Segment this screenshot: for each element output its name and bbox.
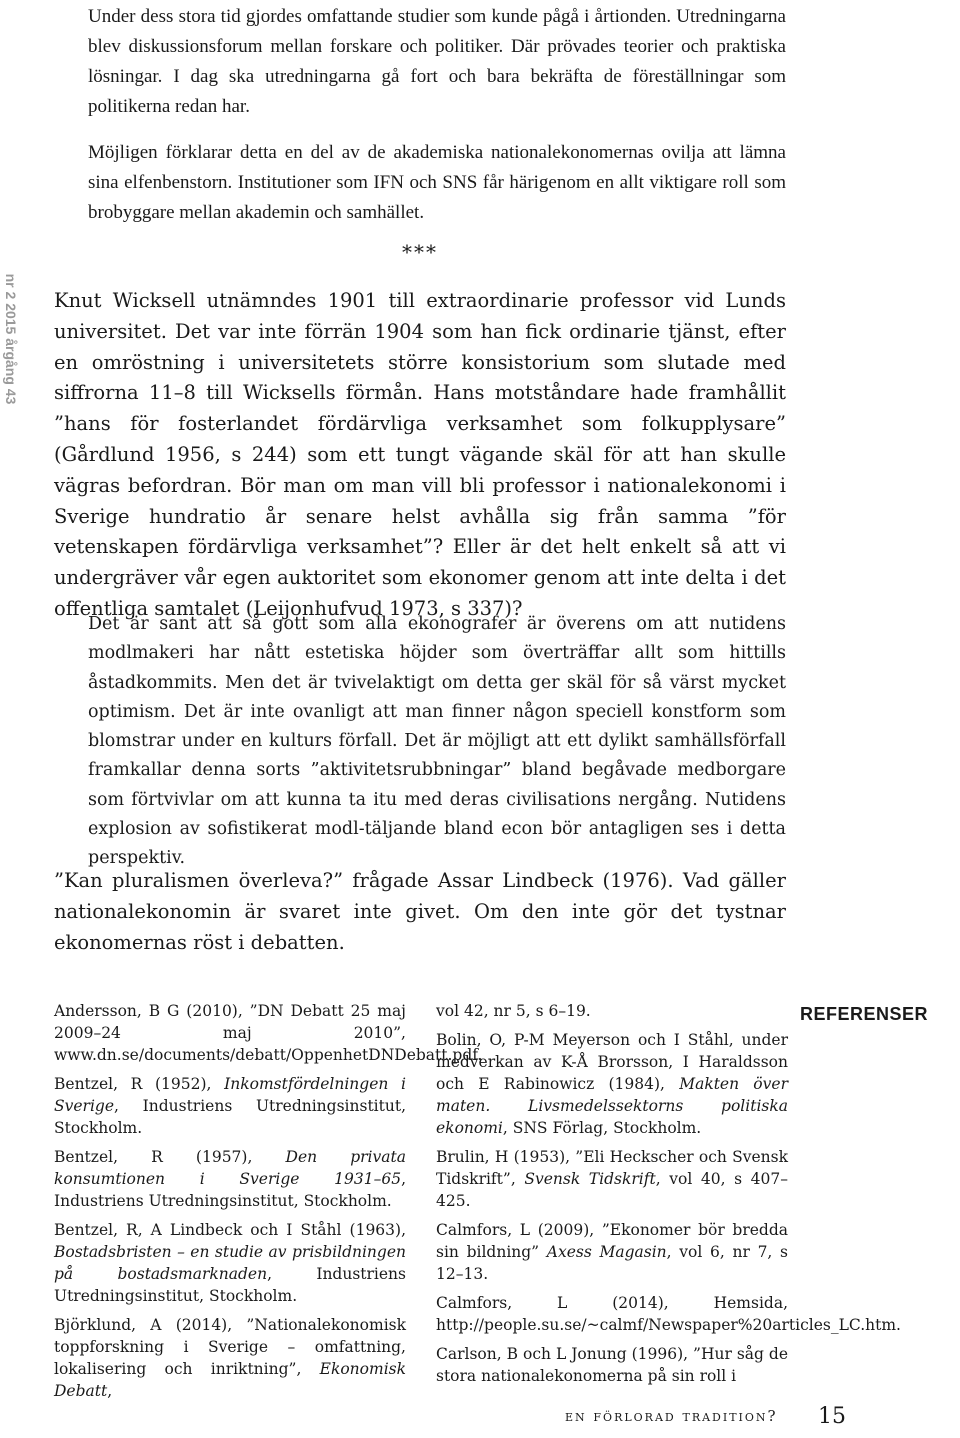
- reference-item: [54, 1219, 406, 1307]
- reference-text: Bolin, O, P-M Meyerson och I Ståhl, under medverkan av K-Å Brorsson, I Haraldsson och E Rabinowicz (1984),: [436, 1031, 788, 1093]
- reference-text: , SNS Förlag, Stockholm.: [502, 1119, 702, 1137]
- reference-text: Andersson, B G (2010), ”DN Debatt 25 maj 2009–24 maj 2010”, www.dn.se/documents/debatt/OppenhetDNDebatt.pdf.: [54, 1002, 483, 1064]
- main-paragraph: Knut Wicksell utnämndes 1901 till extraordinarie professor vid Lunds universitet. Det var inte förrän 1904 som han fick ordinarie tjänst, efter en omröstning i universitetets större konsistorium som slutade med siffrorna 11–8 till Wicksells förmån. Hans motståndare hade framhållit ”hans för fosterlandet fördärvliga verksamhet som folkupplysare” (Gårdlund 1956, s 244) som ett tungt vägande skäl för att han skulle vägras befordran. Bör man om man vill bli professor i nationalekonomi i Sverige hundratio år senare helst avhålla sig från samma ”för vetenskapen fördärvliga verksamhet”? Eller är det helt enkelt så att vi undergräver vår egen auktoritet som ekonomer genom att inte delta i det offentliga samtalet (Leijonhufvud 1973, s 337)?: [54, 289, 786, 620]
- reference-item: [54, 1000, 483, 1066]
- intro-paragraph-2: Möjligen förklarar detta en del av de akademiska nationalekonomernas ovilja att lämna sina elfenbenstorn. Institutioner som IFN och SNS får härigenom en allt viktigare roll som brobyggare mellan akademin och samhället.: [88, 142, 786, 223]
- reference-text: Calmfors, L (2009), ”Ekonomer bör bredda sin bildning”: [436, 1221, 788, 1261]
- reference-item: [436, 1000, 788, 1022]
- reference-text: , Industriens Utredningsinstitut, Stockholm.: [54, 1265, 406, 1305]
- intro-paragraph-1: Under dess stora tid gjordes omfattande studier som kunde pågå i årtionden. Utredningarna blev diskussionsforum mellan forskare och politiker. Där prövades teorier och praktiska lösningar. I dag ska utredningarna gå fort och bara bekräfta de föreställningar som politikerna redan har.: [88, 6, 786, 117]
- reference-text: Carlson, B och L Jonung (1996), ”Hur såg de stora nationalekonomerna på sin roll i: [436, 1345, 788, 1385]
- reference-text: , vol 6, nr 7, s 12–13.: [436, 1243, 788, 1283]
- reference-text: Brulin, H (1953), ”Eli Heckscher och Svensk Tidskrift”,: [436, 1148, 788, 1188]
- reference-title: Axess Magasin: [546, 1243, 667, 1261]
- references-heading: REFERENSER: [800, 1004, 929, 1024]
- section-separator: ***: [402, 240, 438, 264]
- reference-item: [436, 1029, 788, 1139]
- references-left-column: [54, 1000, 483, 1409]
- closing-paragraph: ”Kan pluralismen överleva?” frågade Assar Lindbeck (1976). Vad gäller nationalekonomin är svaret inte givet. Om den inte gör det tystnar ekonomernas röst i debatten.: [54, 869, 786, 954]
- reference-title: Svensk Tidskrift: [524, 1170, 656, 1188]
- intro-section: [88, 2, 786, 228]
- reference-title: Makten över maten. Livsmedelssektorns politiska ekonomi: [436, 1075, 788, 1137]
- quote-paragraph: Det är sant att så gott som alla ekonografer är överens om att nutidens modlmakeri har nått estetiska höjder som överträffar allt som hittills åstadkommits. Men det är tvivelaktigt om detta ger skäl för så värst mycket optimism. Det är inte ovanligt att man finner någon speciell konstform som blomstrar under en kulturs förfall. Det är möjligt att ett dylikt samhällsförfall framkallar denna sorts ”aktivitetsrubbningar” bland begåvade medborgare som förtvivlar om att kunna ta itu med deras civilisations nergång. Nutidens explosion av sofistikerat modl-täljande bland econ bör antagligen ses i detta perspektiv.: [88, 614, 786, 869]
- reference-item: [54, 1146, 406, 1212]
- reference-text: Calmfors, L (2014), Hemsida, http://people.su.se/~calmf/Newspaper%20articles_LC.htm.: [436, 1294, 901, 1334]
- reference-title: Bostadsbristen – en studie av prisbildningen på bostadsmarknaden: [54, 1243, 406, 1283]
- reference-text: , Industriens Utredningsinstitut, Stockholm.: [54, 1097, 406, 1137]
- reference-text: Björklund, A (2014), ”Nationalekonomisk toppforskning i Sverige – omfattning, lokalisering och inriktning”,: [54, 1316, 406, 1378]
- reference-item: [436, 1343, 788, 1387]
- reference-text: Bentzel, R, A Lindbeck och I Ståhl (1963),: [54, 1221, 406, 1239]
- reference-title: Inkomstfördelningen i Sverige: [54, 1075, 406, 1115]
- reference-text: Bentzel, R (1957),: [54, 1148, 286, 1166]
- reference-text: , vol 40, s 407–425.: [436, 1170, 788, 1210]
- reference-item: [54, 1073, 406, 1139]
- reference-title: Ekonomisk Debatt: [54, 1360, 406, 1400]
- reference-title: Den privata konsumtionen i Sverige 1931–65: [54, 1148, 406, 1188]
- reference-item: [436, 1219, 788, 1285]
- issue-side-label: nr 2 2015 årgång 43: [3, 273, 19, 405]
- reference-item: [54, 1314, 406, 1402]
- reference-text: , Industriens Utredningsinstitut, Stockholm.: [54, 1170, 406, 1210]
- reference-text: ,: [107, 1382, 113, 1400]
- page-number: 15: [818, 1404, 846, 1429]
- reference-text: Bentzel, R (1952),: [54, 1075, 225, 1093]
- running-footer-title: en förlorad tradition?: [565, 1407, 778, 1425]
- reference-text: vol 42, nr 5, s 6–19.: [436, 1002, 591, 1020]
- reference-item: [436, 1292, 901, 1336]
- reference-item: [436, 1146, 788, 1212]
